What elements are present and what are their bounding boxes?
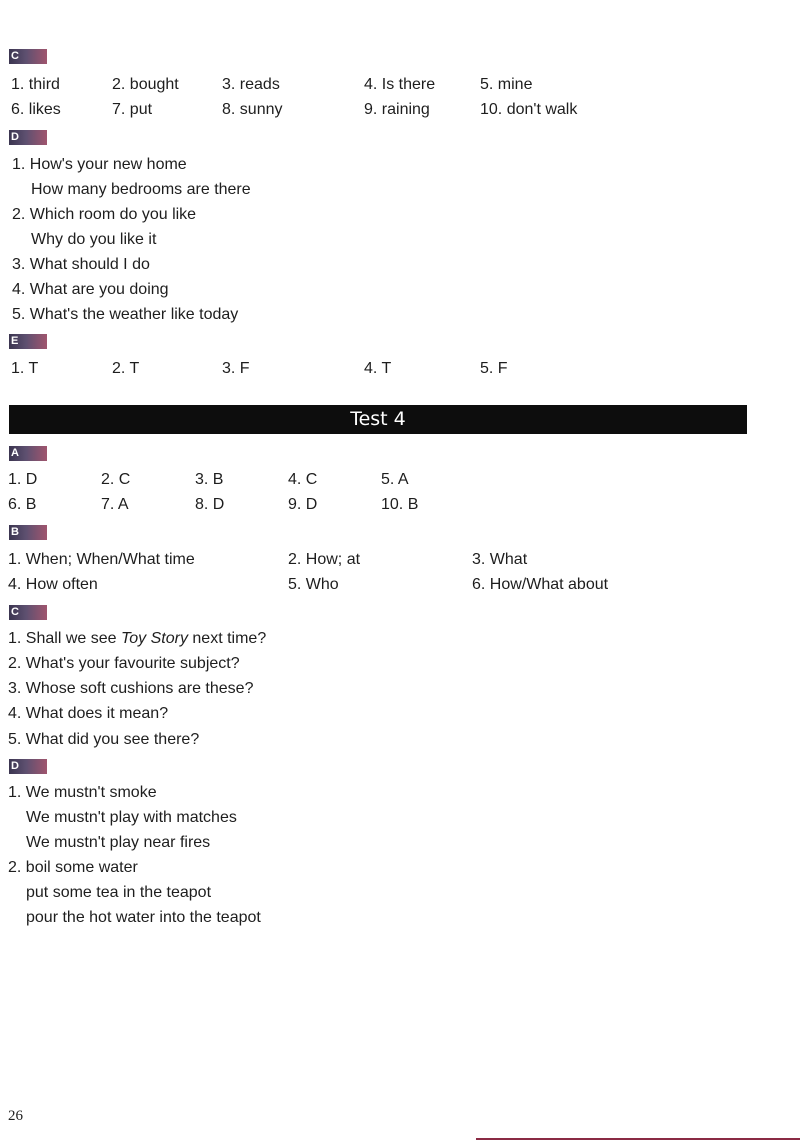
answer-item: 4. How often [8,576,98,593]
answer-line-suffix: next time? [187,630,267,647]
answer-item: 2. bought [112,76,179,93]
answer-item: 9. raining [364,101,430,118]
answer-line: 3. Whose soft cushions are these? [8,680,254,697]
answer-item: 3. What [472,551,528,568]
answer-item: 7. put [112,101,153,118]
answer-item: 3. B [195,471,224,488]
answer-item: 2. How; at [288,551,361,568]
answer-line [8,629,266,649]
section-c-badge: C [9,605,47,620]
answer-line: 2. What's your favourite subject? [8,655,240,672]
answer-item: 3. reads [222,76,280,93]
answer-item: 3. F [222,360,250,377]
answer-line: Why do you like it [31,231,157,248]
page-number: 26 [8,1108,23,1124]
section-b-badge: B [9,525,47,540]
footer-rule [476,1138,800,1140]
answer-line: We mustn't play near fires [26,834,211,851]
answer-line: pour the hot water into the teapot [26,909,261,926]
answer-item: 6. likes [11,101,61,118]
answer-line: 3. What should I do [12,256,150,273]
answer-line: 2. boil some water [8,859,138,876]
answer-item: 1. T [11,360,39,377]
answer-item: 8. D [195,496,225,513]
answer-line: 1. How's your new home [12,156,187,173]
section-a-badge: A [9,446,47,461]
answer-item: 2. T [112,360,140,377]
answer-item: 10. don't walk [480,101,578,118]
answer-line-prefix: 1. Shall we see [8,630,121,647]
answer-line: 5. What's the weather like today [12,306,239,323]
answer-line: 2. Which room do you like [12,206,197,223]
section-d-badge: D [9,759,47,774]
answer-item: 6. How/What about [472,576,609,593]
answer-item: 5. F [480,360,508,377]
answer-item: 1. third [11,76,60,93]
answer-item: 1. When; When/What time [8,551,195,568]
answer-item: 2. C [101,471,131,488]
answer-item: 1. D [8,471,38,488]
section-d-badge: D [9,130,47,145]
answer-line: put some tea in the teapot [26,884,212,901]
answer-item: 6. B [8,496,37,513]
answer-item: 4. Is there [364,76,436,93]
answer-line: 4. What are you doing [12,281,169,298]
movie-title: Toy Story [120,630,188,647]
answer-item: 8. sunny [222,101,283,118]
answer-line: 1. We mustn't smoke [8,784,157,801]
test-4-title: Test 4 [350,408,406,430]
answer-line: How many bedrooms are there [31,181,251,198]
answer-item: 4. T [364,360,392,377]
section-e-badge: E [9,334,47,349]
answer-item: 5. mine [480,76,533,93]
answer-item: 4. C [288,471,318,488]
test-4-header [9,405,747,434]
answer-line: 5. What did you see there? [8,731,200,748]
answer-item: 5. A [381,471,409,488]
section-c-badge: C [9,49,47,64]
answer-line: 4. What does it mean? [8,705,169,722]
answer-item: 9. D [288,496,318,513]
answer-item: 5. Who [288,576,339,593]
answer-item: 10. B [381,496,419,513]
answer-line: We mustn't play with matches [26,809,237,826]
answer-item: 7. A [101,496,129,513]
